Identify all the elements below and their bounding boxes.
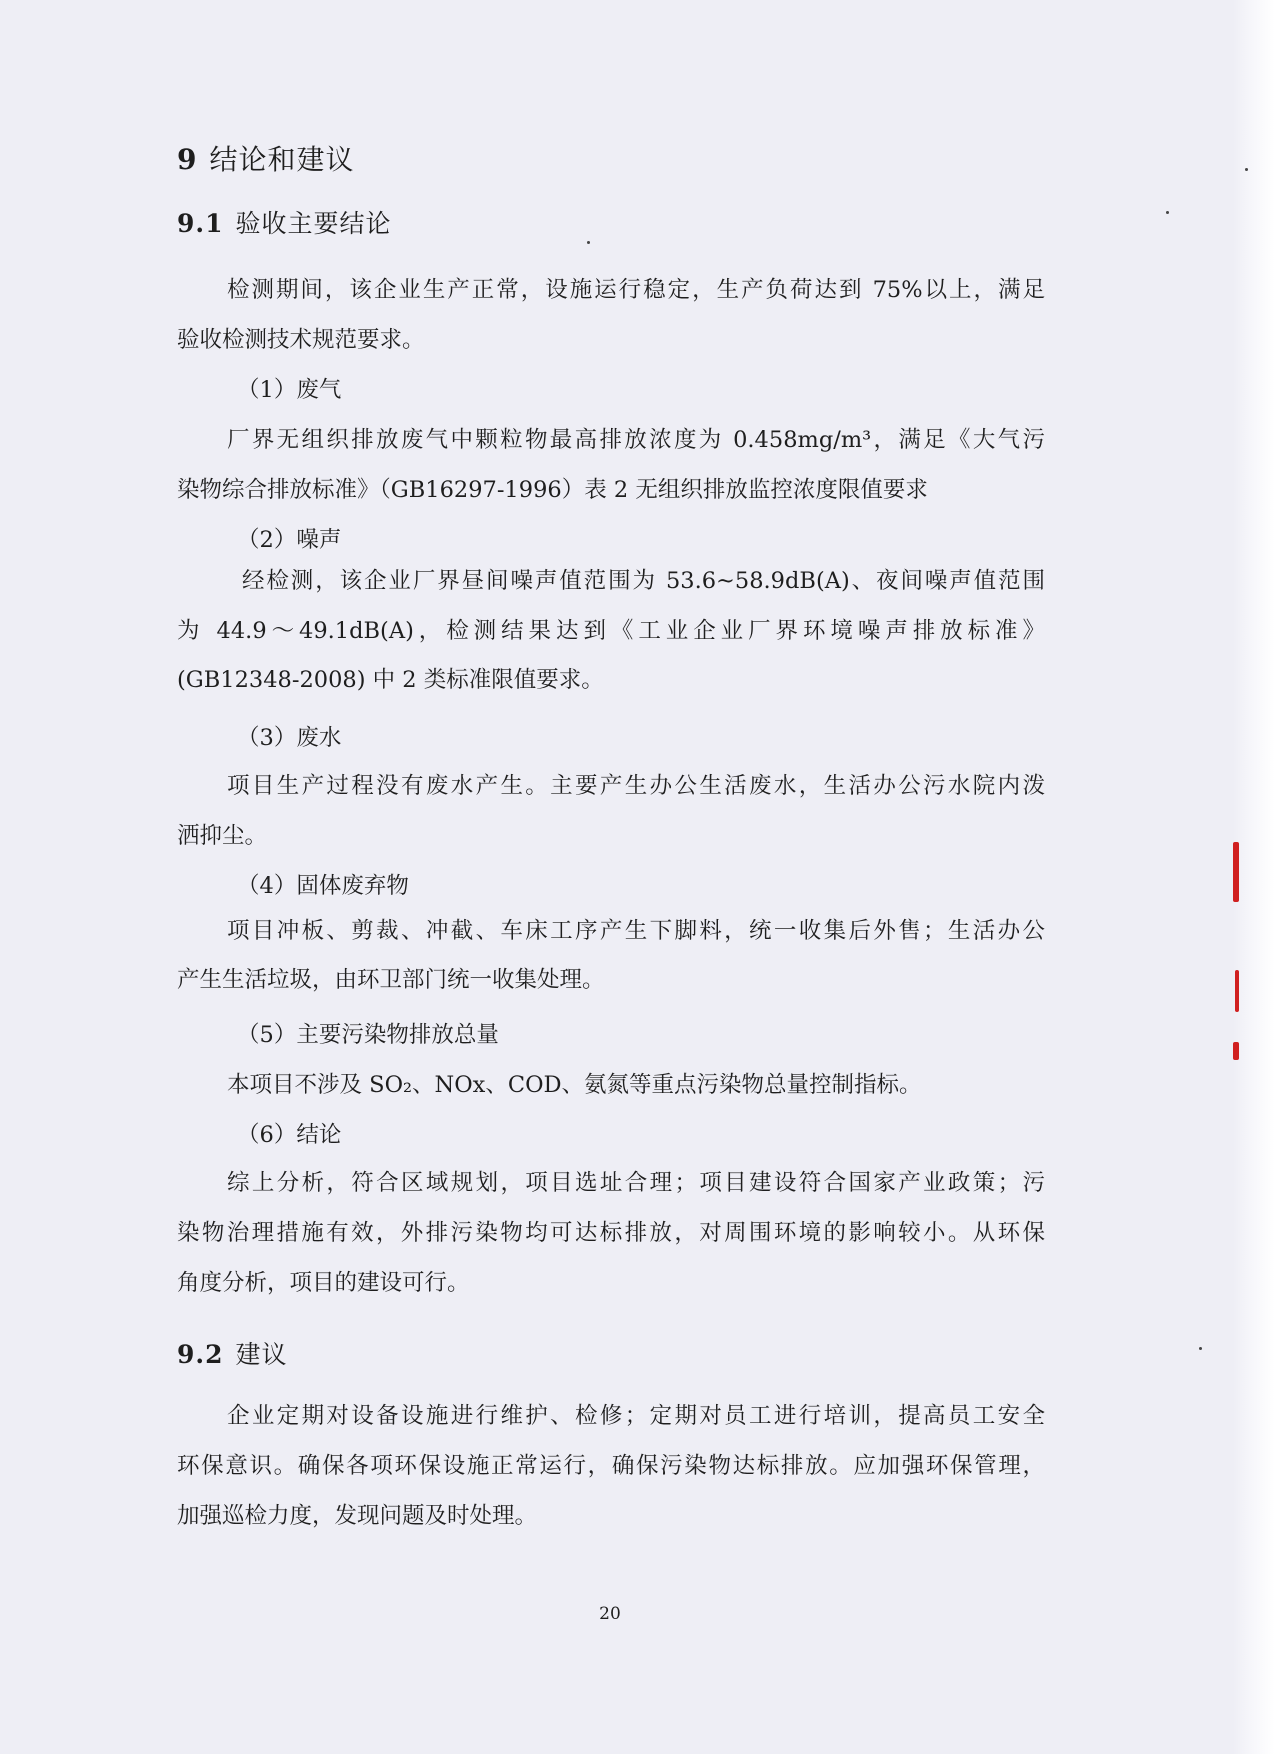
section-heading — [177, 1335, 288, 1371]
scan-speck — [1166, 211, 1169, 214]
paragraph-line: 产生生活垃圾，由环卫部门统一收集处理。 — [177, 967, 605, 993]
item-heading: （1）废气 — [237, 377, 342, 403]
paragraph-line: 厂界无组织排放废气中颗粒物最高排放浓度为 0.458mg/m³，满足《大气污 — [227, 427, 1045, 453]
paragraph-line: 洒抑尘。 — [177, 823, 268, 849]
paragraph-line: 经检测，该企业厂界昼间噪声值范围为 53.6~58.9dB(A)、夜间噪声值范围 — [242, 568, 1045, 594]
paragraph-line: 环保意识。确保各项环保设施正常运行，确保污染物达标排放。应加强环保管理， — [177, 1453, 1045, 1479]
item-heading: （3）废水 — [237, 725, 342, 751]
paragraph-line: 为 44.9～49.1dB(A)，检测结果达到《工业企业厂界环境噪声排放标准》 — [177, 618, 1045, 644]
paragraph-line: 本项目不涉及 SO₂、NOx、COD、氨氮等重点污染物总量控制指标。 — [227, 1072, 922, 1098]
red-seal-mark — [1233, 1042, 1239, 1060]
scan-speck — [1199, 1347, 1202, 1350]
page-number: 20 — [599, 1604, 621, 1624]
red-seal-mark — [1235, 970, 1239, 1012]
section-title: 验收主要结论 — [235, 209, 392, 238]
section-heading — [177, 204, 392, 240]
paragraph-line: 染物治理措施有效，外排污染物均可达标排放，对周围环境的影响较小。从环保 — [177, 1220, 1045, 1246]
paragraph-line: 项目生产过程没有废水产生。主要产生办公生活废水，生活办公污水院内泼 — [227, 773, 1045, 799]
item-heading: （5）主要污染物排放总量 — [237, 1022, 499, 1048]
section-number: 9.2 — [177, 1340, 224, 1369]
scan-speck — [1245, 168, 1248, 171]
paragraph-line: 染物综合排放标准》（GB16297-1996）表 2 无组织排放监控浓度限值要求 — [177, 477, 928, 503]
paragraph-line: (GB12348-2008) 中 2 类标准限值要求。 — [177, 667, 604, 693]
paragraph-line: 企业定期对设备设施进行维护、检修；定期对员工进行培训，提高员工安全 — [227, 1403, 1045, 1429]
section-number: 9.1 — [177, 209, 224, 238]
item-heading: （4）固体废弃物 — [237, 873, 409, 899]
paragraph-line: 验收检测技术规范要求。 — [177, 327, 425, 353]
paragraph-line: 加强巡检力度，发现问题及时处理。 — [177, 1503, 538, 1529]
scan-speck — [587, 241, 590, 244]
chapter-title: 结论和建议 — [209, 143, 355, 176]
paragraph-line: 角度分析，项目的建设可行。 — [177, 1270, 470, 1296]
item-heading: （6）结论 — [237, 1122, 342, 1148]
item-heading: （2）噪声 — [237, 527, 342, 553]
chapter-number: 9 — [177, 143, 198, 176]
section-title: 建议 — [235, 1340, 288, 1369]
chapter-heading — [177, 138, 355, 178]
paragraph-line: 综上分析，符合区域规划，项目选址合理；项目建设符合国家产业政策；污 — [227, 1170, 1045, 1196]
paragraph-line: 项目冲板、剪裁、冲截、车床工序产生下脚料，统一收集后外售；生活办公 — [227, 918, 1045, 944]
scan-edge — [1233, 0, 1275, 1754]
paragraph-line: 检测期间，该企业生产正常，设施运行稳定，生产负荷达到 75%以上，满足 — [227, 277, 1045, 303]
red-seal-mark — [1233, 842, 1239, 902]
